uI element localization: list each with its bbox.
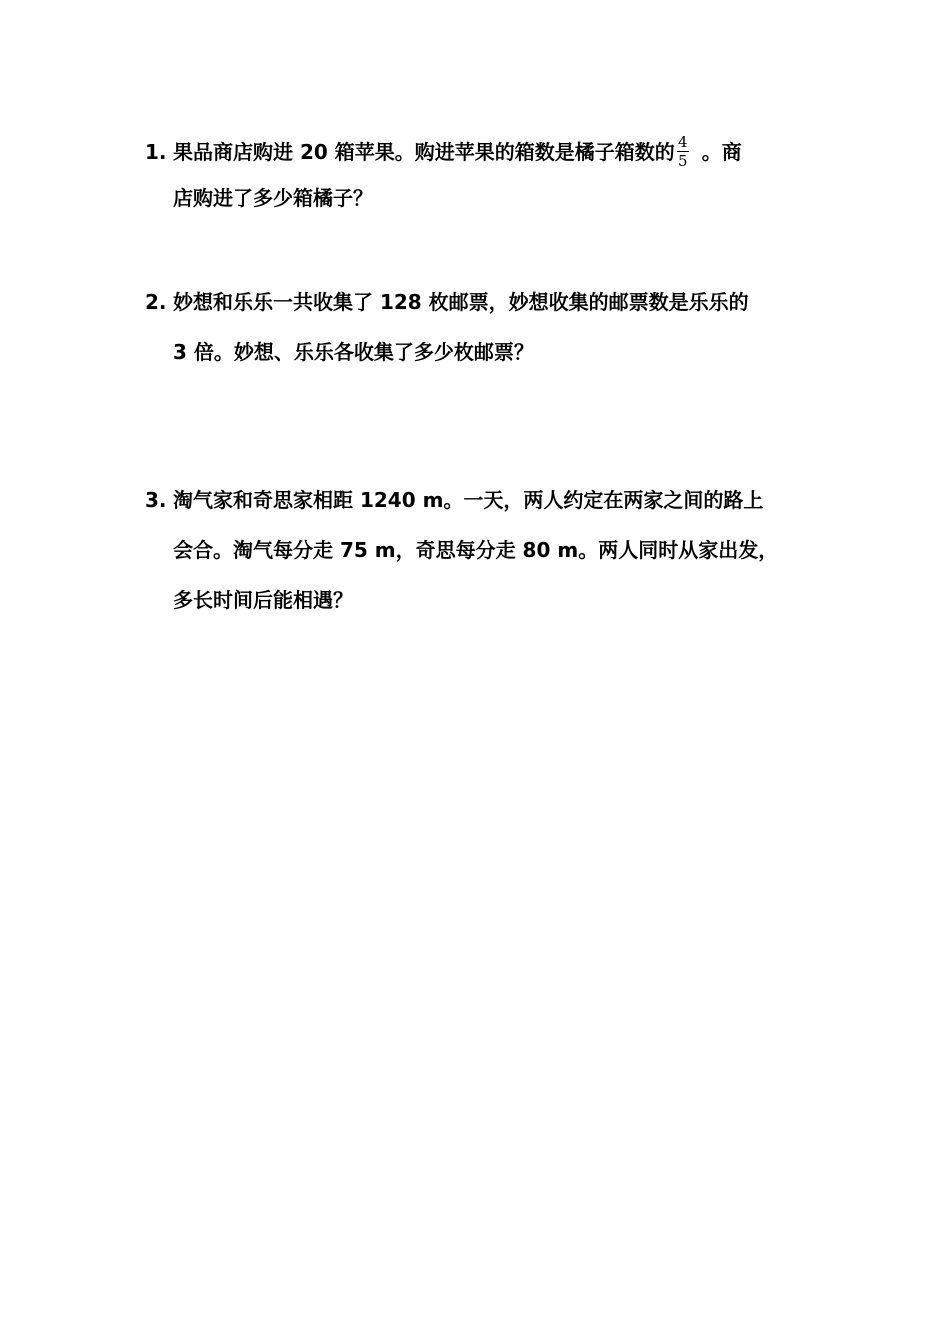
problem-2-number: 2. bbox=[145, 290, 167, 314]
problem-2-line-1 bbox=[145, 290, 825, 314]
problem-3-line-2: 会合。淘气每分走 75 m，奇思每分走 80 m。两人同时从家出发， bbox=[173, 538, 779, 562]
fraction-denominator: 5 bbox=[677, 152, 688, 170]
problem-1 bbox=[145, 133, 825, 210]
problem-2 bbox=[145, 290, 825, 364]
problem-2-line-2: 3 倍。妙想、乐乐各收集了多少枚邮票？ bbox=[173, 340, 534, 364]
problem-1-number: 1. bbox=[145, 140, 167, 164]
fraction-four-fifths bbox=[677, 134, 689, 169]
problem-2-text-line-1: 妙想和乐乐一共收集了 128 枚邮票，妙想收集的邮票数是乐乐的 bbox=[173, 290, 749, 314]
problem-1-text-end: 。商 bbox=[694, 140, 742, 164]
problem-3-number: 3. bbox=[145, 488, 167, 512]
problem-3-text-line-1: 淘气家和奇思家相距 1240 m。一天，两人约定在两家之间的路上 bbox=[173, 488, 764, 512]
problem-1-line-2: 店购进了多少箱橘子？ bbox=[173, 186, 373, 210]
problem-3 bbox=[145, 488, 825, 612]
problem-1-text-start: 果品商店购进 20 箱苹果。购进苹果的箱数是橘子箱数的 bbox=[173, 140, 675, 164]
problem-3-line-1 bbox=[145, 488, 825, 512]
problem-3-line-3: 多长时间后能相遇？ bbox=[173, 588, 353, 612]
fraction-numerator: 4 bbox=[677, 133, 688, 151]
problem-1-line-1 bbox=[145, 133, 825, 170]
